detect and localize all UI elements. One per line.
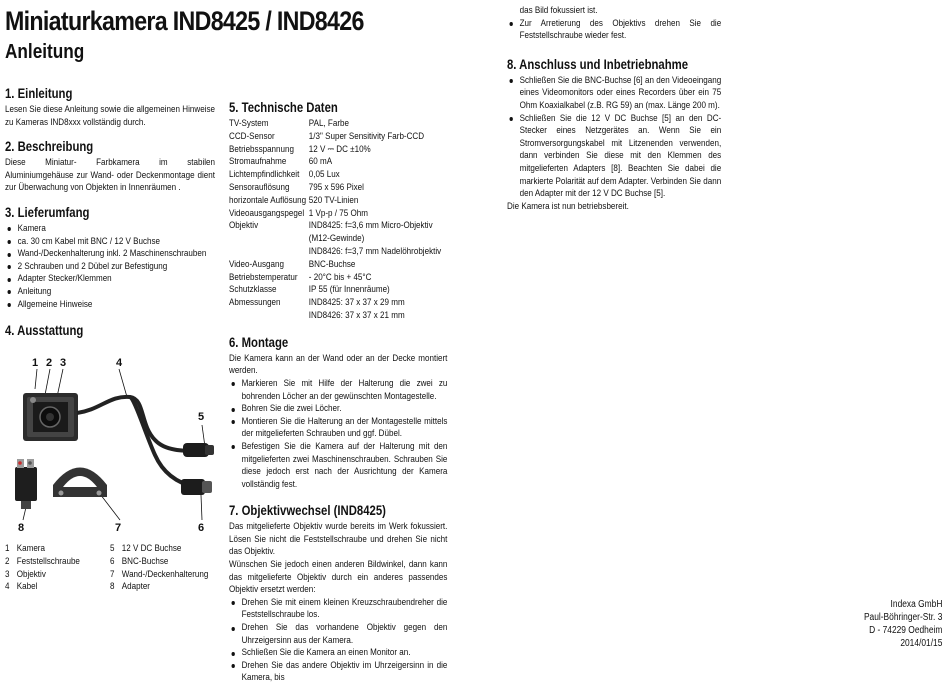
spec-value: PAL, Farbe: [308, 118, 349, 129]
legend-number: 5: [110, 543, 115, 554]
document-title: Miniaturkamera IND8425 / IND8426: [5, 6, 364, 36]
spec-value: IND8426: f=3,7 mm Nadelöhrobjektiv: [308, 245, 442, 257]
list-item: Drehen Sie das andere Objektiv im Uhrzeigersinn in die Kamera, bis: [229, 660, 447, 685]
spec-value: 0,05 Lux: [308, 169, 340, 181]
table-row: [229, 195, 447, 208]
table-row: [229, 220, 447, 258]
legend-number: 6: [110, 555, 115, 567]
list-item: Kamera: [5, 223, 215, 236]
legend-label: Kamera: [16, 543, 45, 554]
legend-number: 8: [110, 581, 115, 593]
legend-label: Adapter: [121, 581, 150, 593]
objektivwechsel-text-1: Das mitgelieferte Objektiv wurde bereits im Werk fokussiert. Lösen Sie nicht die Feststellschraube und drehen Sie nicht das Objektiv.: [229, 521, 448, 558]
spec-value: 1/3" Super Sensitivity Farb-CCD: [308, 130, 425, 142]
legend-number: 7: [110, 568, 115, 580]
list-item: 2 Schrauben und 2 Dübel zur Befestigung: [5, 261, 215, 274]
list-item: Drehen Sie mit einem kleinen Kreuzschraubendreher die Feststellschraube los.: [229, 597, 447, 622]
table-row: [229, 118, 447, 131]
document-date: 2014/01/15: [899, 638, 942, 649]
legend-column-right: [110, 543, 208, 594]
figure-number-8: 8: [18, 522, 25, 534]
spec-table: [229, 118, 447, 323]
spec-value: 60 mA: [308, 156, 333, 168]
legend-number: 1: [5, 543, 10, 554]
figure-legend: [5, 543, 247, 594]
table-row: [229, 182, 447, 195]
legend-label: Feststellschraube: [16, 555, 80, 567]
list-item: ca. 30 cm Kabel mit BNC / 12 V Buchse: [5, 236, 215, 249]
figure-number-3: 3: [60, 357, 67, 369]
company-address: [849, 598, 942, 650]
spec-key: Sensorauflösung: [229, 181, 290, 193]
list-item: Allgemeine Hinweise: [5, 299, 215, 312]
montage-list: [229, 378, 447, 491]
list-item-continued: das Bild fokussiert ist.: [519, 5, 598, 16]
company-street: Paul-Böhringer-Str. 3: [863, 612, 942, 623]
legend-label: 12 V DC Buchse: [121, 543, 182, 554]
heading-beschreibung: 2. Beschreibung: [5, 139, 94, 155]
spec-key: Objektiv: [229, 220, 259, 232]
list-item: Zur Arretierung des Objektivs drehen Sie die Feststellschraube wieder fest.: [507, 18, 721, 43]
objektivwechsel-text-2: Wünschen Sie jedoch einen anderen Bildwinkel, dann kann das mitgelieferte Objektiv durch ein anderes passendes Objektiv ersetzt werden:: [229, 559, 448, 596]
heading-montage: 6. Montage: [229, 334, 289, 350]
heading-lieferumfang: 3. Lieferumfang: [5, 204, 90, 220]
legend-number: 2: [5, 555, 10, 567]
legend-label: Wand-/Deckenhalterung: [121, 568, 209, 580]
table-row: [229, 297, 447, 323]
legend-label: BNC-Buchse: [121, 555, 169, 567]
list-item: Wand-/Deckenhalterung inkl. 2 Maschinenschrauben: [5, 248, 215, 261]
figure-number-4: 4: [116, 357, 123, 369]
spec-value: IND8426: 37 x 37 x 21 mm: [308, 309, 405, 321]
legend-number: 3: [5, 568, 10, 580]
table-row: [229, 284, 447, 297]
spec-value: IND8425: 37 x 37 x 29 mm: [308, 297, 405, 309]
document-subtitle: Anleitung: [5, 41, 85, 63]
spec-key: Betriebsspannung: [229, 143, 294, 155]
anschluss-closing: Die Kamera ist nun betriebsbereit.: [507, 200, 629, 212]
list-item: Markieren Sie mit Hilfe der Halterung die zwei zu bohrenden Löcher an der gewünschten Montagestelle.: [229, 378, 447, 403]
spec-key: Betriebstemperatur: [229, 271, 298, 283]
spec-value: 1 Vp-p / 75 Ohm: [308, 207, 368, 219]
anschluss-list: [507, 75, 721, 201]
column-right: [507, 5, 762, 213]
figure-number-5: 5: [198, 411, 205, 423]
spec-value: 795 x 596 Pixel: [308, 181, 364, 193]
spec-key: Lichtempfindlichkeit: [229, 169, 300, 181]
column-left: [5, 86, 255, 341]
table-row: [229, 169, 447, 182]
beschreibung-text: Diese Miniatur- Farbkamera im stabilen Aluminiumgehäuse zur Wand- oder Deckenmontage dient zur Überwachung von Objekten in Innenräumen .: [5, 157, 215, 194]
legend-label: Kabel: [16, 581, 38, 593]
spec-key: TV-System: [229, 118, 269, 129]
objektivwechsel-list: [229, 597, 447, 685]
spec-key: Abmessungen: [229, 297, 281, 309]
table-row: [229, 131, 447, 144]
spec-key: horizontale Auflösung: [229, 194, 307, 206]
spec-key: CCD-Sensor: [229, 130, 275, 142]
spec-value: IP 55 (für Innenräume): [308, 284, 390, 296]
product-figure: [5, 355, 220, 535]
table-row: [229, 156, 447, 169]
figure-number-2: 2: [46, 357, 53, 369]
figure-number-6: 6: [198, 522, 205, 534]
heading-ausstattung: 4. Ausstattung: [5, 323, 84, 339]
list-item: Schließen Sie die Kamera an einen Monitor an.: [229, 647, 447, 660]
list-item: Drehen Sie das vorhandene Objektiv gegen den Uhrzeigersinn aus der Kamera.: [229, 622, 447, 647]
company-name: Indexa GmbH: [890, 599, 942, 610]
legend-column-left: [5, 543, 110, 594]
list-item: Schließen Sie die 12 V DC Buchse [5] an den DC-Stecker eines Netzgerätes an. Wenn Sie ein Stromversorgungskabel mit Litzenenden verwenden, dann verbinden Sie diese mit den Klemmen des mitgelieferten Adapters [8]. Beachten Sie dabei die markierte Polarität auf dem Adapter. Verbinden Sie dann den Adapter mit der 12 V DC Buchse [5].: [507, 113, 721, 201]
camera-illustration: [5, 355, 220, 535]
spec-key: Stromaufnahme: [229, 156, 287, 168]
list-item: Schließen Sie die BNC-Buchse [6] an den Videoeingang eines Videomonitors oder eines Recorders über ein 75 Ohm Koaxialkabel (z.B. RG 59) an (max. Länge 200 m).: [507, 75, 721, 113]
objektivwechsel-list-continued: [507, 5, 721, 43]
table-row: [229, 144, 447, 157]
table-row: [229, 272, 447, 285]
lieferumfang-list: [5, 223, 215, 311]
company-city: D - 74229 Oedheim: [868, 625, 942, 636]
table-row: [229, 208, 447, 221]
table-row: [229, 259, 447, 272]
figure-number-1: 1: [32, 357, 39, 369]
list-item: Anleitung: [5, 286, 215, 299]
spec-value: IND8425: f=3,6 mm Micro-Objektiv (M12-Gewinde): [308, 220, 433, 245]
list-item: Bohren Sie die zwei Löcher.: [229, 403, 447, 416]
einleitung-text: Lesen Sie diese Anleitung sowie die allgemeinen Hinweise zu Kameras IND8xxx vollständig durch.: [5, 104, 215, 128]
list-item: Befestigen Sie die Kamera auf der Halterung mit den mitgelieferten zwei Maschinenschrauben. Schrauben Sie diese jedoch erst nach der Ausrichtung der Kamera vollständig fest.: [229, 441, 447, 491]
heading-einleitung: 1. Einleitung: [5, 86, 73, 101]
spec-value: - 20°C bis + 45°C: [308, 271, 372, 283]
list-item: Montieren Sie die Halterung an der Montagestelle mittels der mitgelieferten Schrauben und ggf. Dübel.: [229, 416, 447, 441]
heading-technische-daten: 5. Technische Daten: [229, 100, 338, 115]
heading-anschluss: 8. Anschluss und Inbetriebnahme: [507, 56, 689, 72]
legend-number: 4: [5, 581, 10, 593]
legend-label: Objektiv: [16, 568, 46, 580]
list-item: Adapter Stecker/Klemmen: [5, 273, 215, 286]
spec-key: Schutzklasse: [229, 284, 277, 296]
heading-objektivwechsel: 7. Objektivwechsel (IND8425): [229, 503, 386, 519]
montage-intro: Die Kamera kann an der Wand oder an der Decke montiert werden.: [229, 352, 448, 377]
spec-value: 520 TV-Linien: [308, 194, 359, 206]
figure-number-7: 7: [115, 522, 122, 534]
column-middle: [229, 100, 489, 685]
spec-value: 12 V ⎓ DC ±10%: [308, 143, 371, 155]
spec-key: Video-Ausgang: [229, 258, 284, 270]
spec-key: Videoausgangspegel: [229, 207, 305, 219]
spec-value: BNC-Buchse: [308, 258, 356, 270]
